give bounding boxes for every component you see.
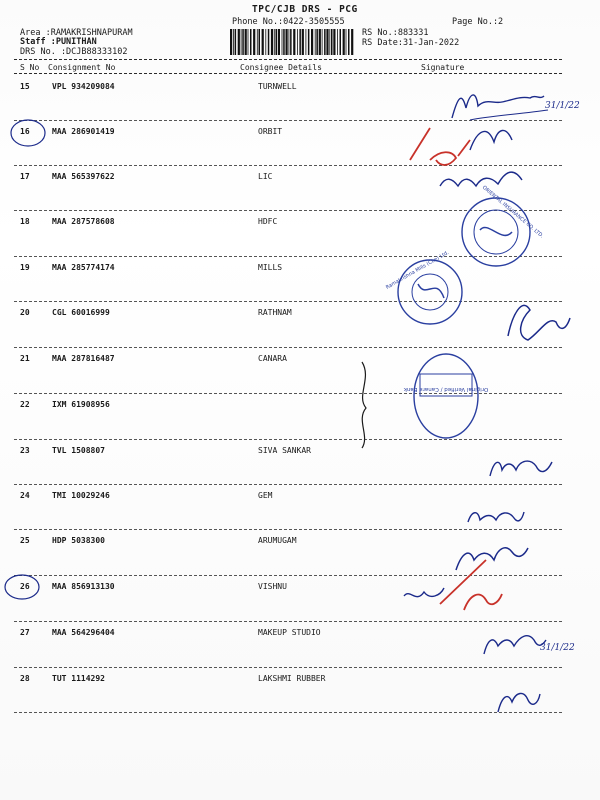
barcode-bar — [290, 29, 292, 55]
barcode-bar — [319, 29, 321, 55]
red-initials-row-16 — [410, 128, 470, 165]
row-consignee-name: HDFC — [258, 217, 278, 226]
barcode-bar — [306, 29, 307, 55]
row-serial-number: 23 — [20, 446, 30, 455]
row-consignment-number: IXM 61908956 — [52, 400, 110, 409]
row-serial-number: 20 — [20, 308, 30, 317]
stamp-text-1: ORIENTAL INSURANCE CO. LTD. — [480, 184, 545, 240]
row-serial-number: 16 — [20, 127, 30, 136]
row-serial-number: 26 — [20, 582, 30, 591]
stamp-text-2: Ramakrishna Mills (Cbe) Ltd. — [384, 249, 451, 291]
barcode-bar — [324, 29, 326, 55]
row-consignee-name: CANARA — [258, 354, 287, 363]
header-top-divider — [14, 59, 562, 60]
signature-row-17 — [440, 172, 522, 186]
barcode-bar — [289, 29, 290, 55]
row-consignment-number: TVL 1508807 — [52, 446, 105, 455]
row-divider — [14, 575, 562, 576]
row-serial-number: 24 — [20, 491, 30, 500]
barcode-bar — [241, 29, 242, 55]
row-consignment-number: CGL 60016999 — [52, 308, 110, 317]
barcode-bar — [348, 29, 350, 55]
barcode-bar — [242, 29, 244, 55]
row-consignee-name: MAKEUP STUDIO — [258, 628, 321, 637]
row-serial-number: 18 — [20, 217, 30, 226]
barcode-image — [230, 29, 354, 55]
col-header-sno: S No — [20, 63, 40, 72]
barcode-bar — [274, 29, 275, 55]
row-serial-number: 25 — [20, 536, 30, 545]
row-divider — [14, 484, 562, 485]
barcode-bar — [299, 29, 301, 55]
barcode-bar — [265, 29, 266, 55]
barcode-bar — [268, 29, 270, 55]
row-consignment-number: MAA 287816487 — [52, 354, 115, 363]
stamp-text-3: Original Verified / Canara Bank — [403, 386, 489, 392]
barcode-bar — [331, 29, 333, 55]
staff-label: Staff :PUNITHAN — [20, 37, 97, 47]
row-divider — [14, 621, 562, 622]
row-serial-number: 22 — [20, 400, 30, 409]
barcode-bar — [235, 29, 237, 55]
row-divider — [14, 439, 562, 440]
row-consignee-name: SIVA SANKAR — [258, 446, 311, 455]
row-consignment-number: MAA 856913130 — [52, 582, 115, 591]
row-serial-number: 27 — [20, 628, 30, 637]
row-divider — [14, 712, 562, 713]
header-bottom-divider — [14, 73, 562, 74]
col-header-consignment: Consignment No — [48, 63, 116, 72]
barcode-bar — [340, 29, 342, 55]
barcode-bar — [322, 29, 323, 55]
row-consignee-name: GEM — [258, 491, 273, 500]
row-serial-number: 21 — [20, 354, 30, 363]
row-serial-number: 17 — [20, 172, 30, 181]
row-divider — [14, 667, 562, 668]
barcode-bar — [333, 29, 335, 55]
row-consignment-number: HDP 5038300 — [52, 536, 105, 545]
phone-number: Phone No.:0422-3505555 — [232, 17, 345, 27]
row-divider — [14, 256, 562, 257]
barcode-bar — [311, 29, 313, 55]
barcode-bar — [259, 29, 261, 55]
barcode-bar — [302, 29, 304, 55]
rs-number: RS No.:883331 — [362, 28, 429, 38]
row-divider — [14, 393, 562, 394]
barcode-bar — [250, 29, 252, 55]
col-header-consignee: Consignee Details — [240, 63, 322, 72]
signature-row-27 — [484, 636, 546, 654]
bracket-rows-21-22 — [362, 362, 366, 448]
stamp-ramakrishna-mills — [385, 250, 462, 324]
stamp-oriental-insurance — [462, 185, 545, 266]
row-divider — [14, 120, 562, 121]
signature-row-26 — [404, 588, 444, 597]
row-consignment-number: VPL 934209084 — [52, 82, 115, 91]
handwritten-date-2: 31/1/22 — [540, 643, 575, 653]
barcode-bar — [343, 29, 345, 55]
signature-row-20 — [508, 305, 570, 340]
barcode-bar — [276, 29, 278, 55]
barcode-bar — [329, 29, 330, 55]
barcode-bar — [262, 29, 264, 55]
row-consignment-number: MAA 564296404 — [52, 628, 115, 637]
barcode-bar — [233, 29, 234, 55]
signature-row-16 — [470, 130, 512, 150]
row-consignee-name: ORBIT — [258, 127, 283, 136]
signature-row-15 — [452, 95, 544, 118]
barcode-bar — [245, 29, 247, 55]
barcode-bar — [282, 29, 283, 55]
handwritten-date-1: 31/1/22 — [545, 101, 580, 111]
drs-number: DRS No. :DCJB88333102 — [20, 47, 128, 57]
row-consignee-name: LAKSHMI RUBBER — [258, 674, 326, 683]
row-consignee-name: TURNWELL — [258, 82, 297, 91]
row-consignment-number: TMI 10029246 — [52, 491, 110, 500]
row-divider — [14, 529, 562, 530]
signature-row-23 — [490, 461, 552, 476]
row-divider — [14, 301, 562, 302]
barcode-bar — [351, 29, 353, 55]
signature-row-25 — [456, 548, 528, 570]
row-divider — [14, 210, 562, 211]
barcode-bar — [316, 29, 318, 55]
barcode-bar — [238, 29, 240, 55]
col-header-signature: Signature — [421, 63, 465, 72]
red-mark-row-26 — [440, 560, 502, 610]
barcode-bar — [257, 29, 258, 55]
row-consignee-name: RATHNAM — [258, 308, 292, 317]
row-consignee-name: ARUMUGAM — [258, 536, 297, 545]
row-serial-number: 28 — [20, 674, 30, 683]
barcode-bar — [253, 29, 255, 55]
barcode-bar — [293, 29, 295, 55]
row-consignment-number: MAA 286901419 — [52, 127, 115, 136]
barcode-bar — [297, 29, 298, 55]
stamp-canara-bank — [403, 354, 489, 438]
signature-row-28 — [498, 693, 540, 712]
barcode-bar — [326, 29, 328, 55]
row-divider — [14, 347, 562, 348]
row-consignee-name: LIC — [258, 172, 273, 181]
row-consignment-number: TUT 1114292 — [52, 674, 105, 683]
row-serial-number: 19 — [20, 263, 30, 272]
row-consignee-name: MILLS — [258, 263, 283, 272]
row-consignment-number: MAA 565397622 — [52, 172, 115, 181]
barcode-bar — [337, 29, 338, 55]
barcode-bar — [278, 29, 280, 55]
row-divider — [14, 165, 562, 166]
barcode-bar — [286, 29, 288, 55]
area-label: Area :RAMAKRISHNAPURAM — [20, 28, 133, 38]
barcode-bar — [271, 29, 273, 55]
rs-date: RS Date:31-Jan-2022 — [362, 38, 460, 48]
page-number: Page No.:2 — [452, 17, 504, 27]
document-title: TPC/CJB DRS - PCG — [252, 4, 358, 15]
barcode-bar — [346, 29, 347, 55]
row-serial-number: 15 — [20, 82, 30, 91]
row-consignment-number: MAA 287578608 — [52, 217, 115, 226]
row-consignment-number: MAA 285774174 — [52, 263, 115, 272]
barcode-bar — [248, 29, 249, 55]
signature-underline-15 — [470, 110, 548, 120]
barcode-bar — [308, 29, 310, 55]
barcode-bar — [283, 29, 285, 55]
signature-row-24 — [468, 512, 524, 522]
row-consignee-name: VISHNU — [258, 582, 287, 591]
barcode-bar — [315, 29, 316, 55]
barcode-bar — [230, 29, 232, 55]
